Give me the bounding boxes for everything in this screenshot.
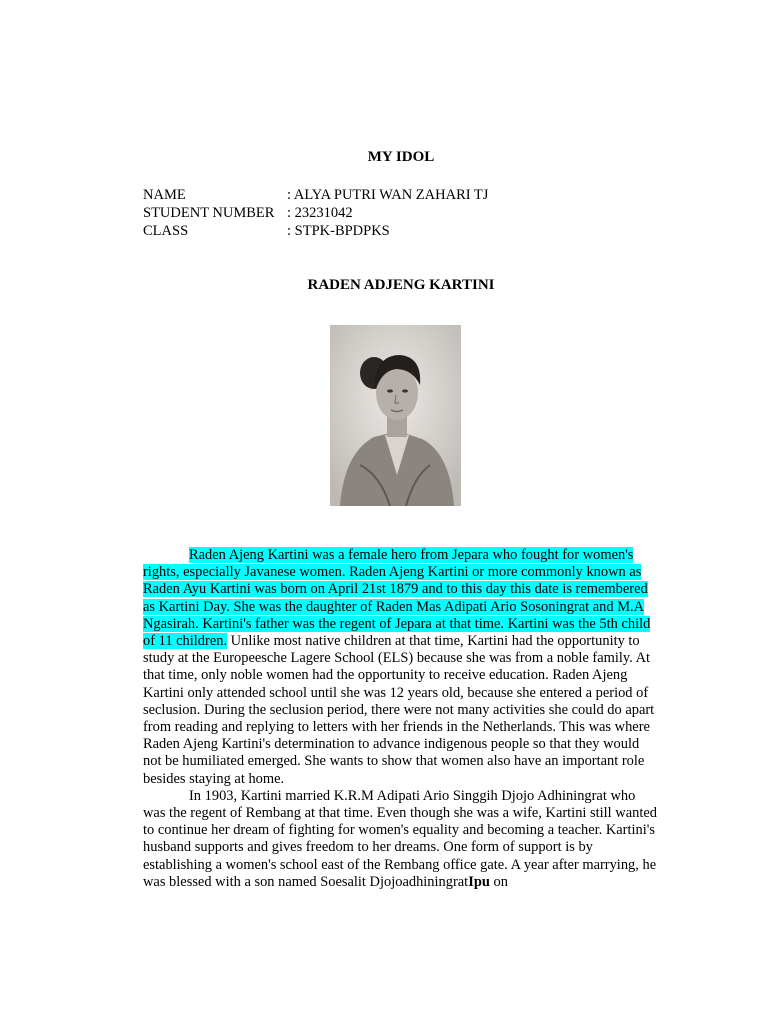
info-label: CLASS xyxy=(143,223,189,239)
portrait-photo-icon xyxy=(330,325,461,506)
info-value: : 23231042 xyxy=(287,205,353,221)
bold-text: Ipu xyxy=(468,873,490,890)
info-row-class xyxy=(143,222,488,240)
info-label: NAME xyxy=(143,187,186,203)
portrait-photo xyxy=(330,325,461,506)
paragraph-1 xyxy=(143,547,661,788)
highlighted-text: Raden Ajeng Kartini was a female hero from Jepara who fought for women's rights, especially Javanese women. Raden Ajeng Kartini or more commonly known as Raden Ayu Kartini was born on April 21st 1879 and to this day this date is remembered as Kartini Day. She was the daughter of Raden Mas Adipati Ario Sosoningrat and M.A Ngasirah. Kartini's father was the regent of Jepara at that time. Kartini was the 5th child of 11 children. xyxy=(143,547,651,650)
page-title: MY IDOL xyxy=(367,149,435,165)
info-value: : STPK-BPDPKS xyxy=(287,223,390,239)
student-info xyxy=(143,186,488,240)
paragraph-2 xyxy=(143,788,661,891)
paragraph-text: In 1903, Kartini married K.R.M Adipati Ario Singgih Djojo Adhiningrat who was the regent of Rembang at that time. Even though she was a wife, Kartini still wanted to continue her dream of fighting for women's equality and becoming a teacher. Kartini's husband supports and gives freedom to her dreams. One form of support is by establishing a women's school east of the Rembang office gate. A year after marrying, he was blessed with a son named Soesalit Djojoadhiningrat xyxy=(143,787,657,890)
info-label: STUDENT NUMBER xyxy=(143,205,275,221)
subject-title: RADEN ADJENG KARTINI xyxy=(307,277,495,293)
paragraph-tail: on xyxy=(489,873,508,890)
paragraph-text: Unlike most native children at that time, Kartini had the opportunity to study at the Europeesche Lagere School (ELS) because she was from a noble family. At that time, only noble women had the opportunity to receive education. Raden Ajeng Kartini only attended school until she was 12 years old, because she entered a period of seclusion. During the seclusion period, there were not many activities she could do apart from reading and replying to letters with her friends in the Netherlands. This was where Raden Ajeng Kartini's determination to advance indigenous people so that they would not be humiliated emerged. She wants to show that women also have an important role besides staying at home. xyxy=(143,633,655,787)
essay-body xyxy=(143,547,661,891)
info-row-student-number xyxy=(143,204,488,222)
info-value: : ALYA PUTRI WAN ZAHARI TJ xyxy=(287,187,489,203)
info-row-name xyxy=(143,186,488,204)
